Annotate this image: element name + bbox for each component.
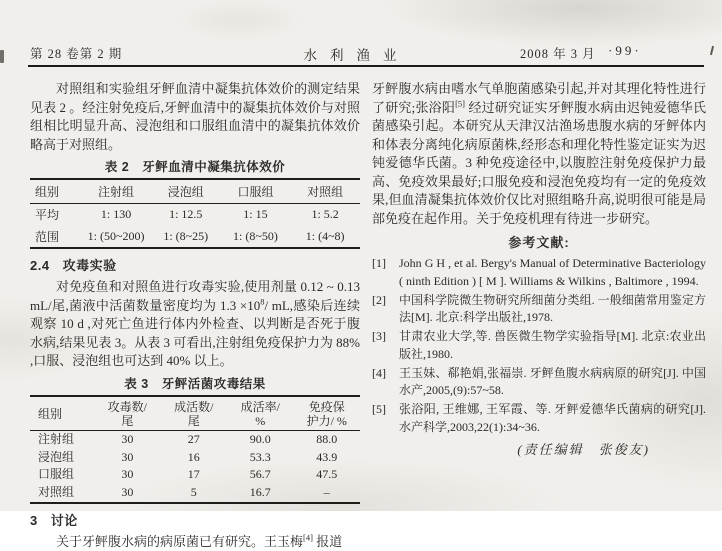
table2-col-header: 浸泡组 bbox=[151, 179, 221, 204]
table-cell: 30 bbox=[121, 485, 134, 500]
table-cell: 1: (50~200) bbox=[87, 228, 145, 243]
table3-challenge-results bbox=[30, 395, 360, 504]
table-cell: 30 bbox=[121, 449, 134, 464]
table-cell: 口服组 bbox=[38, 467, 75, 482]
table-row bbox=[30, 204, 360, 226]
editor-note: (责任编辑 张俊友) bbox=[517, 442, 650, 457]
table-cell: 1: (8~25) bbox=[163, 228, 209, 243]
table2-col-header: 组别 bbox=[30, 179, 81, 204]
table2-title: 表 2 牙鲆血清中凝集抗体效价 bbox=[104, 160, 286, 174]
section-title: 讨论 bbox=[50, 512, 78, 528]
paragraph-text: 对免疫鱼和对照鱼进行攻毒实验,使用剂量 0.12 ~ 0.13 mL/尾,菌液中活菌数量密度均为 1.3 ×10 bbox=[30, 279, 360, 313]
table-cell: 1: 5.2 bbox=[311, 207, 339, 221]
table3-title: 表 3 牙鲆活菌攻毒结果 bbox=[124, 376, 266, 391]
table2-col-header: 注射组 bbox=[81, 179, 151, 204]
table-cell: 17 bbox=[187, 467, 200, 482]
section-number: 2.4 bbox=[30, 258, 50, 273]
section-heading-3 bbox=[30, 510, 360, 529]
superscript: 8 bbox=[260, 296, 265, 307]
table-cell: 53.3 bbox=[249, 449, 271, 464]
table3-col-header: 成活率/ % bbox=[227, 396, 293, 431]
header-volume-issue: 第 28 卷第 2 期 bbox=[30, 47, 123, 61]
section-number: 3 bbox=[30, 512, 38, 528]
section-title: 攻毒实验 bbox=[62, 258, 117, 273]
reference-text: 甘肃农业大学,等. 兽医微生物学实验指导[M]. 北京:农业出版社,1980. bbox=[399, 329, 706, 361]
table-cell: 27 bbox=[187, 431, 200, 446]
table-cell: 16 bbox=[187, 449, 200, 464]
reference-text: 王玉妹、郗艳娟,张福崇. 牙鲆鱼腹水病病原的研究[J]. 中国水产,2005,(9):57~58. bbox=[399, 365, 706, 397]
reference-text: John G H , et al. Bergy's Manual of Determinative Bacteriology ( ninth Edition ) [ M ]. Williams & Wilkins , Baltimore , 1994. bbox=[399, 256, 706, 288]
table-row bbox=[30, 226, 360, 249]
paragraph-text: / mL,感染后连续观察 10 d ,对死亡鱼进行体内外检查、以判断是否死于腹水病,结果见表 3。从表 3 可看出,注射组免疫保护力为 88% ,口服、浸泡组也可达到 40% 以上。 bbox=[30, 297, 361, 368]
right-column bbox=[372, 80, 706, 458]
table-cell: 5 bbox=[190, 485, 197, 500]
references-heading: 参考文献: bbox=[508, 235, 570, 250]
reference-number: [3] bbox=[372, 329, 386, 343]
paragraph-challenge-test bbox=[30, 278, 360, 371]
table2-serum-titer bbox=[30, 178, 360, 249]
table-cell: 30 bbox=[121, 467, 134, 482]
table-cell: 43.9 bbox=[316, 449, 338, 464]
header-page-number: ·99· bbox=[608, 43, 642, 58]
table-row bbox=[30, 179, 360, 204]
table-cell: 注射组 bbox=[38, 431, 75, 446]
table-row bbox=[30, 448, 360, 466]
table3-col-header: 攻毒数/ 尾 bbox=[94, 396, 160, 431]
paragraph-discussion bbox=[30, 533, 360, 551]
citation-superscript: [4] bbox=[303, 532, 313, 543]
table3-col-header: 免疫保 护力/ % bbox=[294, 396, 361, 431]
reference-number: [5] bbox=[372, 402, 386, 416]
table-cell: 16.7 bbox=[249, 485, 271, 500]
section-heading-2-4 bbox=[30, 255, 360, 274]
reference-number: [2] bbox=[372, 292, 386, 307]
table2-col-header: 口服组 bbox=[221, 179, 291, 204]
reference-item bbox=[372, 255, 706, 290]
table-cell: 浸泡组 bbox=[38, 449, 75, 464]
table-row bbox=[30, 466, 360, 484]
table-cell: 1: (8~50) bbox=[233, 228, 278, 243]
table3-col-header: 成活数/ 尾 bbox=[161, 396, 227, 431]
paragraph-discussion-continued bbox=[372, 80, 706, 228]
scan-artifact bbox=[710, 46, 714, 55]
table-cell: 平均 bbox=[35, 208, 60, 222]
table-cell: 47.5 bbox=[316, 467, 338, 482]
table-cell: 88.0 bbox=[316, 431, 338, 446]
table-cell: – bbox=[323, 485, 330, 500]
table-cell: 1: (4~8) bbox=[305, 228, 345, 243]
table2-col-header: 对照组 bbox=[290, 179, 360, 204]
table-cell: 30 bbox=[121, 431, 134, 446]
paragraph-text: 牙鲆腹水病由嗜水气单胞菌感染引起,并对其理化特性进行了研究;张浴阳 bbox=[372, 81, 706, 115]
reference-number: [4] bbox=[372, 365, 386, 380]
reference-item bbox=[372, 328, 706, 363]
reference-text: 张浴阳, 王维娜, 王军霞、等. 牙鲆爱德华氏菌病的研究[J]. 水产科学,2003,22(1):34~36. bbox=[399, 402, 706, 434]
header-journal-title: 水利渔业 bbox=[303, 48, 410, 63]
table-cell: 1: 15 bbox=[243, 207, 268, 221]
header-rule bbox=[28, 65, 704, 67]
left-column bbox=[30, 80, 360, 551]
table-row bbox=[30, 484, 360, 503]
paragraph-text: 报道 bbox=[312, 533, 343, 549]
citation-superscript: [5] bbox=[455, 98, 465, 109]
table-cell: 90.0 bbox=[249, 431, 271, 446]
table-cell: 1: 130 bbox=[100, 207, 132, 221]
table-row bbox=[30, 396, 360, 431]
reference-item bbox=[372, 365, 706, 400]
table-cell: 1: 12.5 bbox=[169, 207, 203, 221]
table-cell: 56.7 bbox=[249, 467, 271, 482]
table3-col-header: 组别 bbox=[30, 396, 94, 431]
scan-artifact bbox=[0, 50, 4, 63]
header-date: 2008 年 3 月 bbox=[520, 47, 596, 61]
table-cell: 对照组 bbox=[38, 485, 75, 500]
paragraph-text: 关于牙鲆腹水病的病原菌已有研究。王玉梅 bbox=[56, 533, 304, 549]
paragraph-text: 经过研究证实牙鲆腹水病由迟钝爱德华氏菌感染引起。本研究从天津汉沽渔场患腹水病的牙鲆体内和体表分离纯化病原菌株,经形态和理化特性鉴定证实为迟钝爱德华氏菌。3 种免疫途径中,以腹腔注射免疫保护力最高、免疫效果最好;口服免疫和浸泡免疫均有一定的免疫效果,但血清凝集抗体效价仅比对照组略升高,说明很可能是局部免疫在起作用。关于免疫机理有待进一步研究。 bbox=[372, 99, 706, 226]
reference-item bbox=[372, 401, 706, 436]
table-row bbox=[30, 430, 360, 448]
paragraph-results: 对照组和实验组牙鲆血清中凝集抗体效价的测定结果见表 2 。经注射免疫后,牙鲆血清中的凝集抗体效价与对照组相比明显升高、浸泡组和口服组血清中的凝集抗体效价略高于对照组。 bbox=[30, 81, 360, 152]
reference-number: [1] bbox=[372, 256, 386, 270]
table-cell: 范围 bbox=[35, 229, 60, 244]
reference-item bbox=[372, 292, 706, 327]
reference-text: 中国科学院微生物研究所细菌分类组. 一般细菌常用鉴定方法[M]. 北京:科学出版社,1978. bbox=[399, 292, 706, 324]
